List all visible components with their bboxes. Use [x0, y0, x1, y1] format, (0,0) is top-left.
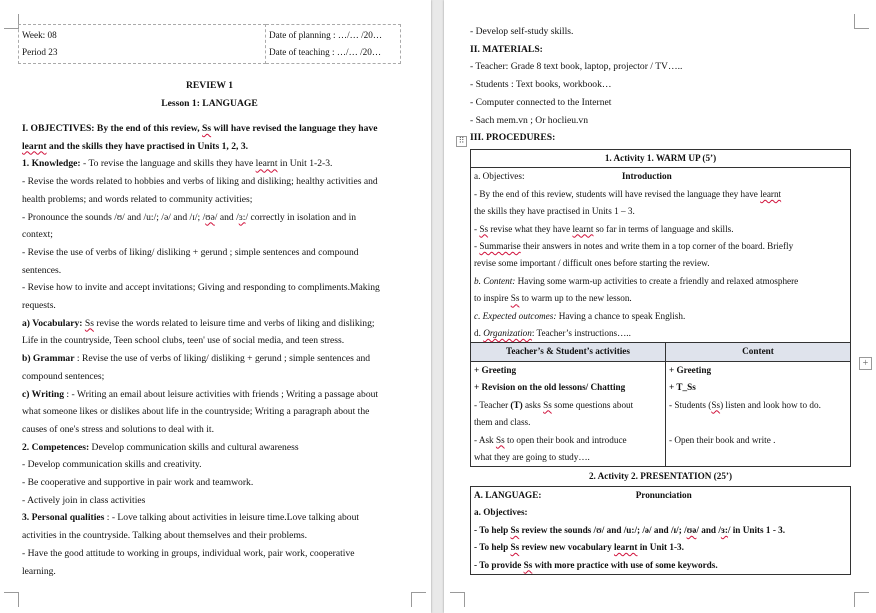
- column-header-activities: Teacher’s & Student’s activities: [471, 343, 666, 361]
- help-text: review the sounds /ʊ/ and /u:/; /ə/ and /ɪ/; /: [521, 524, 687, 535]
- organization-text: : Teacher’s instructions…..: [531, 328, 631, 339]
- expected-text: Having a chance to speak English.: [558, 310, 686, 321]
- competences-line: [22, 439, 414, 457]
- self-study-line: - Develop self-study skills.: [470, 26, 574, 37]
- activity-text: + Greeting: [474, 364, 517, 375]
- objectives-label: a. Objectives:: [474, 507, 528, 518]
- spell-flag: Organization: [483, 328, 532, 339]
- help-text: / in Units 1 - 3.: [727, 524, 786, 535]
- writing-line: what someone likes or dislikes about life in the countryside; Writing a paragraph about the: [22, 406, 370, 418]
- competences-label: 2. Competences:: [22, 441, 90, 453]
- objectives-text: will have revised the language they have: [213, 123, 378, 134]
- help-text: with more practice with use of some keywords.: [534, 559, 718, 570]
- objective-text: the skills they have practised in Units 1 – 3.: [474, 206, 635, 217]
- personal-line: [22, 509, 414, 527]
- expected-label: c. Expected outcomes:: [474, 310, 557, 321]
- spell-flag: Ss: [510, 542, 520, 553]
- activity-text: - Ask: [474, 434, 494, 445]
- spell-flag: Ss: [84, 317, 94, 329]
- knowledge-item: - Revise how to invite and accept invitations; Giving and responding to compliments.Making: [22, 282, 380, 294]
- knowledge-line: [22, 155, 414, 173]
- column-header-content: Content: [666, 343, 851, 361]
- document-title: REVIEW 1: [185, 80, 233, 91]
- writing-text: : - Writing an email about leisure activities with friends ; Writing a passage about: [66, 388, 379, 400]
- help-text: - To provide: [474, 559, 522, 570]
- vocabulary-line: Life in the countryside, Teen school clubs, teen' use of social media, and teen stress.: [22, 335, 345, 347]
- competences-item: - Be cooperative and supportive in pair work and teamwork.: [22, 477, 254, 489]
- activity-text: to open their book and introduce: [506, 434, 627, 445]
- pronunciation-label: Pronunciation: [635, 490, 692, 500]
- activity-1-title: 1. Activity 1. WARM UP (5’): [471, 150, 851, 168]
- spell-flag: ɜ:: [720, 524, 728, 535]
- document-page-left: [0, 0, 431, 613]
- objectives-section: [22, 120, 414, 580]
- activity-2-cell: [471, 487, 851, 575]
- materials-item: - Computer connected to the Internet: [470, 96, 612, 108]
- introduction-label: Introduction: [621, 171, 672, 182]
- personal-line: learning.: [22, 565, 56, 577]
- activity-1-objectives-cell: a. Objectives: Introduction - By the end of this review, students will have revised the language they have learnt the skills they have practised in Units 1 – 3. - Ss revise what they have learnt so far in terms of language and skills. - Summarise their answers in notes and write them in a top corner of the board. Briefly revise some important / difficult ones before starting the review. b. Content: Having some warm-up activities to create a friendly and relaxed atmosphere to inspire Ss to warm up to the new lesson. c. Expected outcomes: Having a chance to speak English. d. Organization: Teacher’s instructions…..: [471, 168, 851, 343]
- page-corner-mark: [4, 14, 19, 29]
- activity-text: + Revision on the old lessons/ Chatting: [474, 382, 626, 393]
- content-cell: [666, 361, 851, 466]
- objectives-heading: I. OBJECTIVES:: [22, 123, 95, 134]
- knowledge-item: sentences.: [22, 264, 62, 276]
- document-subtitle: Lesson 1: LANGUAGE: [161, 98, 258, 109]
- objective-text: revise what they have: [490, 223, 571, 234]
- page-corner-mark: [854, 592, 869, 607]
- objectives-text: By the end of this review,: [96, 123, 200, 134]
- materials-item: - Teacher: Grade 8 text book, laptop, projector / TV…..: [470, 61, 683, 73]
- spell-flag: Ss: [510, 293, 520, 304]
- help-text: / and /: [696, 524, 721, 535]
- grammar-text: : Revise the use of verbs of liking/ disliking + gerund ; simple sentences and: [76, 353, 371, 365]
- grammar-line: compound sentences;: [22, 370, 105, 382]
- writing-line: causes of one's stress and solutions to deal with it.: [22, 423, 214, 435]
- vocabulary-label: a) Vocabulary:: [22, 317, 83, 329]
- spell-flag: Summarise: [479, 241, 521, 252]
- activity-2-table: [470, 486, 851, 575]
- page-corner-mark: [450, 592, 465, 607]
- materials-heading: II. MATERIALS:: [470, 43, 543, 55]
- language-label: A. LANGUAGE:: [474, 490, 542, 500]
- dates-cell: [266, 25, 401, 64]
- materials-section: [470, 23, 850, 147]
- activity-text: them and class.: [474, 417, 531, 428]
- objectives-label: a. Objectives:: [474, 171, 525, 182]
- week-cell: [19, 25, 266, 64]
- pronunciation-line: [22, 209, 414, 227]
- activity-text: (T): [510, 399, 523, 410]
- personal-line: - Have the good attitude to working in groups, individual work, pair work, cooperative: [22, 547, 355, 559]
- content-text: - Students (: [669, 399, 712, 410]
- writing-label: c) Writing: [22, 388, 65, 400]
- content-text: to inspire: [474, 293, 509, 304]
- activity-text: - Teacher: [474, 399, 509, 410]
- activity-text: some questions about: [554, 399, 634, 410]
- writing-line: [22, 386, 414, 404]
- vocabulary-text: revise the words related to leisure time and verbs of liking and disliking;: [96, 317, 375, 329]
- grammar-line: [22, 350, 414, 368]
- knowledge-text: - To revise the language and skills they have: [83, 158, 254, 170]
- spell-flag: ɜ:: [238, 211, 246, 223]
- personal-line: activities in the countryside. Talking about themselves and their problems.: [22, 530, 308, 542]
- page-corner-mark: [411, 592, 426, 607]
- spell-flag: Ss: [479, 223, 489, 234]
- spell-flag: learnt: [255, 158, 278, 170]
- objective-text: - By the end of this review, students will have revised the language they have: [474, 188, 758, 199]
- activity-1-table: [470, 149, 851, 467]
- vocabulary-line: [22, 315, 414, 333]
- activity-text: what they are going to study….: [474, 451, 590, 462]
- period-label: Period 23: [22, 47, 58, 57]
- help-text: review new vocabulary: [521, 542, 612, 553]
- spell-flag: Ss: [523, 559, 533, 570]
- knowledge-label: 1. Knowledge:: [22, 158, 81, 170]
- spell-flag: Ss: [495, 434, 505, 445]
- competences-item: - Actively join in class activities: [22, 494, 146, 506]
- knowledge-item: - Revise the use of verbs of liking/ disliking + gerund ; simple sentences and compound: [22, 246, 359, 258]
- help-text: - To help: [474, 524, 509, 535]
- help-text: - To help: [474, 542, 509, 553]
- content-text: to warm up to the new lesson.: [521, 293, 632, 304]
- activity-2-title: 2. Activity 2. PRESENTATION (25’): [588, 471, 733, 481]
- competences-text: Develop communication skills and cultural awareness: [91, 441, 299, 453]
- spell-flag: Ss: [202, 123, 212, 134]
- activities-cell: [471, 361, 666, 466]
- spell-flag: Ss: [543, 399, 552, 410]
- content-text: + T_Ss: [669, 382, 696, 393]
- knowledge-item: context;: [22, 229, 53, 241]
- content-text: - Open their book and write .: [669, 434, 776, 445]
- help-text: in Unit 1-3.: [639, 542, 684, 553]
- procedures-heading: III. PROCEDURES:: [470, 132, 556, 144]
- date-of-planning: Date of planning : …/… /20…: [269, 30, 383, 40]
- page-corner-mark: [4, 592, 19, 607]
- materials-item: - Students : Text books, workbook…: [470, 79, 612, 91]
- spell-flag: learnt: [572, 223, 594, 234]
- competences-item: - Develop communication skills and creativity.: [22, 459, 202, 471]
- header-table: [18, 24, 401, 64]
- activity-text: asks: [524, 399, 541, 410]
- spell-flag: Ss: [711, 399, 721, 410]
- spell-flag: Ss: [510, 524, 520, 535]
- week-label: Week: 08: [22, 30, 57, 40]
- knowledge-item: health problems; and words related to community activities;: [22, 193, 253, 205]
- objective-text: their answers in notes and write them in a top corner of the board. Briefly: [523, 241, 794, 252]
- add-row-plus-icon[interactable]: +: [859, 357, 872, 370]
- pronunciation-text: - Pronounce the sounds /ʊ/ and /u:/; /ə/ and /ɪ/; /: [22, 211, 206, 223]
- content-text: Having some warm-up activities to create a friendly and relaxed atmosphere: [517, 275, 799, 286]
- objective-text: revise some important / difficult ones before starting the review.: [474, 258, 710, 269]
- objectives-intro: [22, 120, 414, 155]
- spell-flag: learnt: [760, 188, 782, 199]
- knowledge-text: in Unit 1-2-3.: [279, 158, 333, 170]
- content-text: + Greeting: [669, 364, 712, 375]
- spell-flag: learnt: [22, 140, 47, 152]
- page-corner-mark: [854, 14, 869, 29]
- objective-text: so far in terms of language and skills.: [595, 223, 734, 234]
- pronunciation-text: / and /: [214, 211, 239, 223]
- organization-prefix: d.: [474, 328, 481, 339]
- pronunciation-text: / correctly in isolation and in: [245, 211, 357, 223]
- personal-text: : - Love talking about activities in leisure time.Love talking about: [106, 512, 360, 524]
- spell-flag: ʊə: [205, 211, 215, 223]
- objectives-text: and the skills they have practised in Units 1, 2, 3.: [48, 140, 249, 152]
- knowledge-item: - Revise the words related to hobbies and verbs of liking and disliking; healthy activities and: [22, 176, 378, 188]
- spell-flag: learnt: [613, 542, 638, 553]
- content-label: b. Content:: [474, 275, 516, 286]
- content-text: ) listen and look how to do.: [720, 399, 821, 410]
- table-move-handle-icon[interactable]: ⠿: [456, 136, 467, 147]
- knowledge-item: requests.: [22, 300, 56, 312]
- materials-item: - Sach mem.vn ; Or hoclieu.vn: [470, 114, 589, 126]
- personal-label: 3. Personal qualities: [22, 512, 105, 524]
- grammar-label: b) Grammar: [22, 353, 75, 365]
- spell-flag: ʊə: [686, 524, 697, 535]
- date-of-teaching: Date of teaching : …/… /20…: [269, 47, 382, 57]
